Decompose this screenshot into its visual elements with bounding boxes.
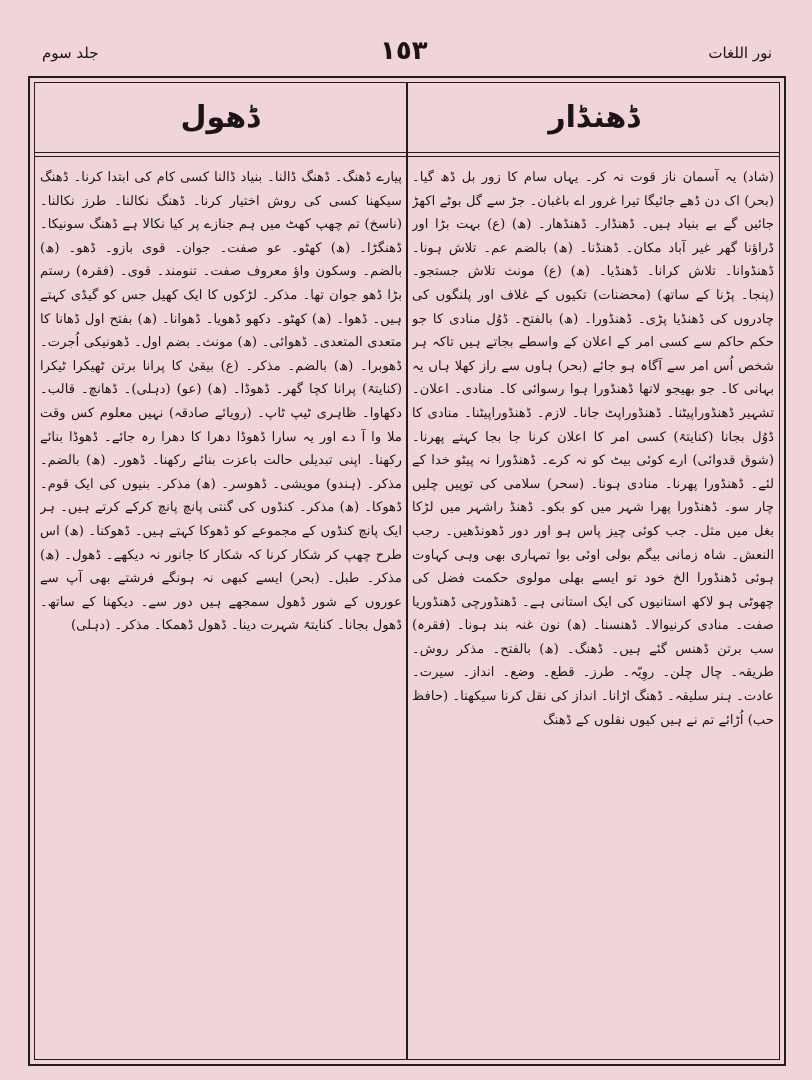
- column-divider: [406, 82, 408, 1060]
- left-column-entries: پیارے ڈھنگ۔ ڈھنگ ڈالنا۔ بنیاد ڈالنا کسی کام کی ابتدا کرنا۔ ڈھنگ سیکھنا کسی کی روش اختیار کرنا۔ ڈھنگ نکالنا۔ طرز نکالنا۔ (ناسخ) تم چھپ کھٹ میں ہم جنازے پر کیا نکالا ہے ڈھنگ سونیکا۔ ڈھنگڑا۔ (ھ) کھٹو۔ عو صفت۔ جوان۔ قوی بازو۔ ڈھو۔ (ھ) بالضم۔ وسکون واؤ معروف صفت۔ تنومند۔ قوی۔ (فقرہ) رستم بڑا ڈھو جوان تھا۔ مذکر۔ لڑکوں کا ایک کھیل جس کو گیڈی کہتے ہیں۔ ڈھوا۔ (ھ) کھٹو۔ دکھو ڈھویا۔ ڈھوانا۔ (ھ) بفتح اول ڈھانا کا متعدی المتعدی۔ ڈھوائی۔ (ھ) مونث۔ بضم اول۔ ڈھونیکی اُجرت۔ ڈھوبرا۔ (ھ) بالضم۔ مذکر۔ (ع) بیقیٰ کا پرانا برتن ٹھیکرا ٹیکرا (کنایتہً) پرانا کچا گھر۔ ڈھوڈا۔ (ھ) (عو) (دہلی)۔ ڈھانچ۔ قالب۔ دکھاوا۔ ظاہری ٹیپ ٹاپ۔ (رویائے صادقہ) نہیں معلوم کس وقت ملا وا آ دے اور یہ سارا ڈھوڈا دھرا کا دھرا رہ جائے۔ ڈھوڈا بنائے رکھنا۔ اپنی تبدیلی حالت باعزت بنائے رکھنا۔ ڈھور۔ (ھ) بالضم۔ مذکر۔ (ہندو) مویشی۔ ڈھوسر۔ (ھ) مذکر۔ بنیوں کی ایک قوم۔ ڈھوکا۔ (ھ) مذکر۔ کنڈوں کی گنتی پانچ پانچ کرکے کرتے ہیں۔ ہر ایک پانچ کنڈوں کے مجموعے کو ڈھوکا کہتے ہیں۔ ڈھوکنا۔ (ھ) اس طرح چھپ کر شکار کرنا کہ شکار کا جانور نہ دیکھے۔ ڈھول۔ (ھ) مذکر۔ طبل۔ (بحر) ایسے کبھی نہ ہونگے فرشتے بھی آپ سے عوروں کے شور ڈھول سمجھے ہیں دور سے۔ دیکھنا کے ساتھ۔ ڈھول بجانا۔ کنایتہً شہرت دینا۔ ڈھول ڈھمکا۔ مذکر۔ (دہلی): [40, 170, 402, 634]
- volume-label: جلد سوم: [42, 44, 99, 62]
- book-title: نور اللغات: [708, 44, 772, 62]
- left-column-text: [40, 166, 402, 1051]
- right-column-entries: (شاد) یہ آسمان ناز قوت نہ کر۔ یہاں سام کا زور بل ڈھ گیا۔ (بحر) اک دن ڈھے جائیگا تیرا غرور اے باغبان۔ جڑ سے گل بوٹے اکھڑ جائیں گے بے بنیاد ہیں۔ ڈھنڈار۔ ڈھنڈھار۔ (ھ) (ع) بہت بڑا اور ڈراؤنا گھر غیر آباد مکان۔ ڈھنڈنا۔ (ھ) بالضم عم۔ تلاش ہونا۔ ڈھنڈوانا۔ تلاش کرانا۔ ڈھنڈیا۔ (ھ) (ع) مونث تلاش جستجو۔ (پنجا۔ پڑنا کے ساتھ) (محضنات) تکیوں کے غلاف اور پلنگوں کی چادروں کی ڈھنڈیا پڑی۔ ڈھنڈورا۔ (ھ) بالفتح۔ ڈوُل منادی کا جو حکم حاکم سے کسی امر کے اعلان کے واسطے بجاتے ہیں تاکہ ہر شخص اُس امر سے آگاہ ہو جائے (بحر) ہاوں سے راز کھلا ہاں یہ بہانی کا۔ جو بھیجو لاتھا ڈھنڈورا ہوا رسوائی کا۔ منادی۔ اعلان۔ تشہیر ڈھنڈوراپیٹنا۔ ڈھنڈوراپٹ جانا۔ لازم۔ ڈھنڈوراپیٹنا۔ منادی کا ڈوُل بجانا (کنایتہً) کسی امر کا اعلان کرنا جا بجا کہتے پھرنا۔ (شوق قدوائی) ارے کوئی بیٹ کو نہ کرے۔ ڈھنڈورا نہ پیٹو خدا کے لئے۔ ڈھنڈورا پھرنا۔ منادی ہونا۔ (سحر) سلامی کی توپیں چلیں چار سو۔ ڈھنڈورا پھرا شہر میں کو بکو۔ ڈھنڈ راشہر میں لڑکا بغل میں مثل۔ جب کوئی چیز پاس ہو اور دور ڈھونڈھیں۔ رجب النعش۔ شاہ زمانی بیگم بولی اوئی بوا تمہاری بھی وہی کہاوت ہوئی ڈھنڈورا الخ خود تو ایسے بھلی مولوی حکمت فضل کی چھوٹی ہو لاکھ استانیوں کی ایک استانی ہے۔ ڈھنڈورچی ڈھنڈوریا صفت۔ منادی کرنیوالا۔ ڈھنسنا۔ (ھ) نون غنہ بند ہونا۔ (فقرہ) سب برتن ڈھنس گئے ہیں۔ ڈھنگ۔ (ھ) بالفتح۔ مذکر روش۔ طریقہ۔ چال چلن۔ روِیّہ۔ طرز۔ قطع۔ وضع۔ انداز۔ سیرت۔ عادت۔ ہنر سلیقہ۔ ڈھنگ اڑانا۔ انداز کی نقل کرنا سیکھنا۔ (حافظ حب) اُڑائے تم نے ہیں کیوں نقلوں کے ڈھنگ: [412, 170, 774, 728]
- right-column-text: [412, 166, 774, 1051]
- heading-rule: [34, 152, 780, 153]
- heading-rule-double: [34, 156, 780, 157]
- left-column-heading: ڈھول: [180, 100, 260, 135]
- right-column-heading: ڈھنڈار: [548, 100, 640, 135]
- page-number: ١٥٣: [380, 36, 428, 66]
